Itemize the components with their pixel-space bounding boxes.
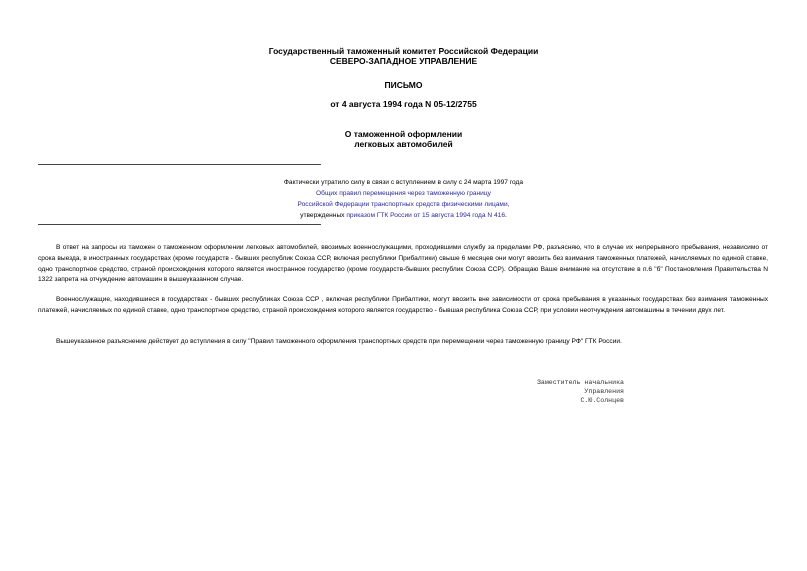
status-note-line2: [0, 188, 807, 199]
body-paragraph-1: В ответ на запросы из таможен о таможенном оформлении легковых автомобилей, ввозимых военнослужащими, проходившими службу за пределами РФ, разъясняю, что в случае их непрерывного пребывания, независимо от срока выезда, в иностранных государствах (кроме государств - бывших республик Союза ССР, включая республики Прибалтики) свыше 6 месяцев они могут ввозить без взимания таможенных платежей, начисляемых по единой ставке, одно транспортное средство, страной происхождения которого является иностранное государство (кроме государств-бывших республик Союза ССР). Обращаю Ваше внимание на отсутствие в п.6 "б" Постановления Правительства N 1322 запрета на отчуждение автомашин в вышеуказанном случае.: [38, 244, 768, 284]
subject-line-2: легковых автомобилей: [354, 139, 453, 149]
order-link[interactable]: приказом ГТК России от 15 августа 1994 года N 416: [346, 212, 505, 219]
body-paragraph-2: Военнослужащие, находившиеся в государствах - бывших республиках Союза ССР , включая республики Прибалтики, могут ввозить вне зависимости от срока пребывания в указанных государствах без взимания таможенных платежей, начисляемых по единой ставке, одно транспортное средство, страной происхождения которого является государство - бывшая республика Союза ССР, при условии неотчуждения автомашины в течении двух лет.: [38, 296, 768, 314]
divider-bottom: [38, 224, 321, 225]
signature-office: Управления: [584, 388, 624, 395]
signature-name: С.Ю.Солнцев: [580, 397, 624, 404]
document-date-number: от 4 августа 1994 года N 05-12/2755: [330, 99, 477, 109]
divider-top: [38, 164, 321, 165]
status-note-line4: [0, 210, 807, 221]
approved-by-prefix: утвержденных: [300, 212, 347, 219]
subject-line-1: О таможенной оформлении: [344, 129, 463, 139]
approved-by-suffix: .: [504, 212, 507, 219]
status-note-line3: [0, 199, 807, 210]
committee-name: Государственный таможенный комитет Российской Федерации: [268, 46, 539, 56]
signature-position: Заместитель начальника: [536, 379, 624, 386]
department-name: СЕВЕРО-ЗАПАДНОЕ УПРАВЛЕНИЕ: [329, 56, 478, 66]
rules-link-part1[interactable]: Общих правил перемещения через таможенную границу: [316, 190, 491, 197]
body-paragraph-3: Вышеуказанное разъяснение действует до вступления в силу "Правил таможенного оформления транспортных средств при перемещении через таможенную границу РФ" ГТК России.: [56, 338, 622, 345]
document-type: ПИСЬМО: [384, 80, 423, 90]
rules-link-part2[interactable]: Российской Федерации транспортных средств физическими лицами,: [297, 201, 510, 208]
status-note-line1: Фактически утратило силу в связи с вступлением в силу с 24 марта 1997 года: [283, 179, 524, 186]
